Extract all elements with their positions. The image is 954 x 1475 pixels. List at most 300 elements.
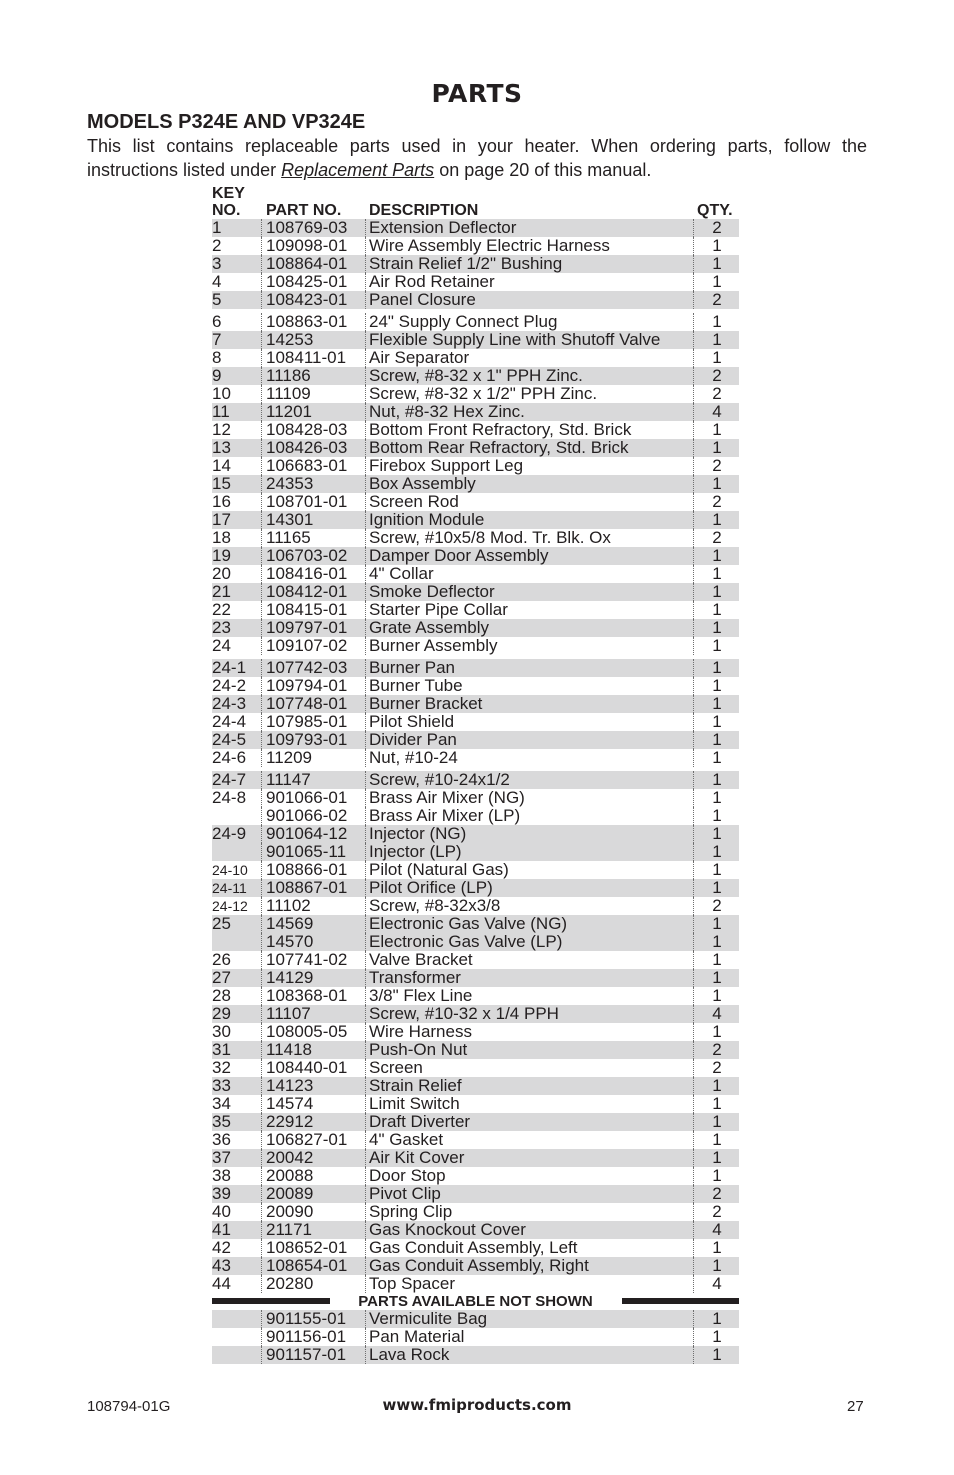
part-no-cell: 901066-01 [261, 789, 368, 807]
table-row [212, 897, 739, 915]
qty-cell: 1 [693, 825, 740, 843]
part-no-cell: 14574 [261, 1095, 368, 1113]
description-cell: Bottom Rear Refractory, Std. Brick [365, 439, 695, 457]
table-row [212, 291, 739, 309]
description-cell: Pan Material [365, 1328, 695, 1346]
divider-bar-right [622, 1298, 739, 1304]
table-row [212, 1077, 739, 1095]
table-row [212, 1239, 739, 1257]
qty-cell: 1 [693, 511, 740, 529]
qty-cell: 1 [693, 273, 740, 291]
qty-cell: 1 [693, 1167, 740, 1185]
description-cell: Screw, #8-32 x 1" PPH Zinc. [365, 367, 695, 385]
qty-cell: 1 [693, 547, 740, 565]
part-no-cell: 107742-03 [261, 659, 368, 677]
table-row [212, 969, 739, 987]
table-row [212, 1131, 739, 1149]
qty-cell: 1 [693, 1095, 740, 1113]
key-cell: 24-1 [212, 658, 247, 677]
qty-cell: 1 [693, 1257, 740, 1275]
description-cell: Screen [365, 1059, 695, 1077]
key-cell: 14 [212, 456, 231, 475]
doc-number: 108794-01G [87, 1398, 171, 1415]
description-cell: Box Assembly [365, 475, 695, 493]
qty-cell: 1 [693, 771, 740, 789]
part-no-cell: 107985-01 [261, 713, 368, 731]
key-cell: 24-12 [212, 898, 248, 914]
qty-cell: 2 [693, 493, 740, 511]
part-no-cell: 108867-01 [261, 879, 368, 897]
key-cell: 2 [212, 236, 222, 255]
key-cell: 24-4 [212, 712, 247, 731]
table-row [212, 1095, 739, 1113]
description-cell: 4" Collar [365, 565, 695, 583]
table-row [212, 1185, 739, 1203]
description-cell: Valve Bracket [365, 951, 695, 969]
part-no-cell: 14129 [261, 969, 368, 987]
part-no-cell: 11418 [261, 1041, 368, 1059]
part-no-cell: 107748-01 [261, 695, 368, 713]
part-no-cell: 22912 [261, 1113, 368, 1131]
key-cell: 5 [212, 290, 222, 309]
page-title: PARTS [431, 79, 523, 108]
qty-cell: 1 [693, 1131, 740, 1149]
description-cell: Air Kit Cover [365, 1149, 695, 1167]
description-cell: Burner Assembly [365, 637, 695, 655]
table-row [212, 273, 739, 291]
part-no-cell: 11147 [261, 771, 368, 789]
part-no-cell: 20089 [261, 1185, 368, 1203]
part-no-cell: 14569 [261, 915, 368, 933]
table-row [212, 1149, 739, 1167]
part-no-cell: 108769-03 [261, 219, 368, 237]
description-cell: Door Stop [365, 1167, 695, 1185]
key-cell: 40 [212, 1202, 231, 1221]
qty-cell: 1 [693, 637, 740, 655]
description-cell: Vermiculite Bag [365, 1310, 695, 1328]
qty-cell: 1 [693, 807, 740, 825]
key-cell: 41 [212, 1220, 231, 1239]
description-cell: Burner Tube [365, 677, 695, 695]
page-number: 27 [847, 1398, 864, 1415]
part-no-cell: 108428-03 [261, 421, 368, 439]
table-row [212, 1346, 739, 1364]
table-row [212, 731, 739, 749]
table-row [212, 659, 739, 677]
table-row [212, 677, 739, 695]
part-no-cell: 109793-01 [261, 731, 368, 749]
table-row [212, 1203, 739, 1221]
description-cell: Electronic Gas Valve (LP) [365, 933, 695, 951]
key-cell: 21 [212, 582, 231, 601]
qty-cell: 2 [693, 1041, 740, 1059]
key-cell: 24-2 [212, 676, 247, 695]
table-row [212, 601, 739, 619]
table-row [212, 1005, 739, 1023]
description-cell: Gas Knockout Cover [365, 1221, 695, 1239]
qty-cell: 1 [693, 439, 740, 457]
qty-cell: 1 [693, 475, 740, 493]
key-cell: 33 [212, 1076, 231, 1095]
table-row [212, 1023, 739, 1041]
key-cell: 7 [212, 330, 222, 349]
key-cell: 24 [212, 636, 231, 655]
qty-cell: 1 [693, 713, 740, 731]
description-cell: 24" Supply Connect Plug [365, 313, 695, 331]
qty-cell: 1 [693, 1310, 740, 1328]
table-row [212, 331, 739, 349]
description-cell: Limit Switch [365, 1095, 695, 1113]
key-cell: 28 [212, 986, 231, 1005]
description-cell: Burner Pan [365, 659, 695, 677]
qty-cell: 1 [693, 313, 740, 331]
description-cell: Pilot (Natural Gas) [365, 861, 695, 879]
table-row [212, 457, 739, 475]
key-cell: 24-8 [212, 788, 247, 807]
website-link[interactable]: www.fmiproducts.com [382, 1396, 572, 1414]
qty-cell: 2 [693, 1059, 740, 1077]
key-cell: 29 [212, 1004, 231, 1023]
part-no-cell: 901064-12 [261, 825, 368, 843]
key-cell: 19 [212, 546, 231, 565]
table-row [212, 951, 739, 969]
part-no-cell: 901066-02 [261, 807, 368, 825]
qty-cell: 4 [693, 1221, 740, 1239]
description-cell: Strain Relief 1/2" Bushing [365, 255, 695, 273]
part-no-cell: 20042 [261, 1149, 368, 1167]
table-row [212, 933, 739, 951]
part-no-cell: 108866-01 [261, 861, 368, 879]
qty-cell: 1 [693, 1149, 740, 1167]
qty-cell: 1 [693, 933, 740, 951]
description-cell: Gas Conduit Assembly, Left [365, 1239, 695, 1257]
key-cell: 20 [212, 564, 231, 583]
qty-cell: 4 [693, 1005, 740, 1023]
key-cell: 30 [212, 1022, 231, 1041]
key-cell: 15 [212, 474, 231, 493]
description-cell: Strain Relief [365, 1077, 695, 1095]
table-row [212, 843, 739, 861]
description-cell: Transformer [365, 969, 695, 987]
part-no-cell: 901065-11 [261, 843, 368, 861]
table-row [212, 637, 739, 655]
table-row [212, 619, 739, 637]
description-cell: Screw, #10-32 x 1/4 PPH [365, 1005, 695, 1023]
table-row [212, 825, 739, 843]
part-no-cell: 108416-01 [261, 565, 368, 583]
key-cell: 10 [212, 384, 231, 403]
table-row [212, 987, 739, 1005]
table-row [212, 529, 739, 547]
description-cell: Push-On Nut [365, 1041, 695, 1059]
description-cell: 3/8" Flex Line [365, 987, 695, 1005]
part-no-cell: 11165 [261, 529, 368, 547]
description-cell: Extension Deflector [365, 219, 695, 237]
description-cell: Injector (NG) [365, 825, 695, 843]
description-cell: Air Rod Retainer [365, 273, 695, 291]
qty-cell: 1 [693, 1346, 740, 1364]
key-cell: 6 [212, 312, 222, 331]
header-key-no: KEY NO. [212, 185, 245, 219]
description-cell: Grate Assembly [365, 619, 695, 637]
description-cell: Brass Air Mixer (LP) [365, 807, 695, 825]
key-cell: 23 [212, 618, 231, 637]
qty-cell: 1 [693, 915, 740, 933]
description-cell: Screw, #10x5/8 Mod. Tr. Blk. Ox [365, 529, 695, 547]
qty-cell: 1 [693, 565, 740, 583]
description-cell: Panel Closure [365, 291, 695, 309]
qty-cell: 2 [693, 385, 740, 403]
qty-cell: 1 [693, 237, 740, 255]
table-row [212, 439, 739, 457]
part-no-cell: 108005-05 [261, 1023, 368, 1041]
part-no-cell: 107741-02 [261, 951, 368, 969]
table-row [212, 421, 739, 439]
key-cell: 24-5 [212, 730, 247, 749]
table-row [212, 807, 739, 825]
part-no-cell: 106703-02 [261, 547, 368, 565]
key-cell: 35 [212, 1112, 231, 1131]
description-cell: Ignition Module [365, 511, 695, 529]
qty-cell: 1 [693, 583, 740, 601]
table-row [212, 879, 739, 897]
part-no-cell: 108652-01 [261, 1239, 368, 1257]
description-cell: 4" Gasket [365, 1131, 695, 1149]
part-no-cell: 108863-01 [261, 313, 368, 331]
part-no-cell: 901157-01 [261, 1346, 368, 1364]
qty-cell: 2 [693, 897, 740, 915]
models-heading: MODELS P324E AND VP324E [87, 111, 366, 133]
description-cell: Spring Clip [365, 1203, 695, 1221]
not-shown-body [212, 1310, 739, 1364]
key-cell: 12 [212, 420, 231, 439]
description-cell: Screw, #8-32 x 1/2" PPH Zinc. [365, 385, 695, 403]
key-cell: 16 [212, 492, 231, 511]
table-row [212, 313, 739, 331]
qty-cell: 2 [693, 529, 740, 547]
description-cell: Draft Diverter [365, 1113, 695, 1131]
qty-cell: 1 [693, 879, 740, 897]
description-cell: Nut, #10-24 [365, 749, 695, 767]
qty-cell: 1 [693, 601, 740, 619]
qty-cell: 1 [693, 695, 740, 713]
part-no-cell: 24353 [261, 475, 368, 493]
description-cell: Lava Rock [365, 1346, 695, 1364]
part-no-cell: 11109 [261, 385, 368, 403]
description-cell: Brass Air Mixer (NG) [365, 789, 695, 807]
part-no-cell: 106683-01 [261, 457, 368, 475]
description-cell: Starter Pipe Collar [365, 601, 695, 619]
qty-cell: 2 [693, 1185, 740, 1203]
qty-cell: 1 [693, 749, 740, 767]
qty-cell: 2 [693, 219, 740, 237]
table-row [212, 695, 739, 713]
description-cell: Air Separator [365, 349, 695, 367]
part-no-cell: 109098-01 [261, 237, 368, 255]
qty-cell: 2 [693, 457, 740, 475]
key-cell: 24-7 [212, 770, 247, 789]
qty-cell: 1 [693, 1113, 740, 1131]
qty-cell: 4 [693, 403, 740, 421]
qty-cell: 1 [693, 1023, 740, 1041]
key-cell: 36 [212, 1130, 231, 1149]
key-cell: 31 [212, 1040, 231, 1059]
key-cell: 13 [212, 438, 231, 457]
description-cell: Bottom Front Refractory, Std. Brick [365, 421, 695, 439]
replacement-parts-link[interactable]: Replacement Parts [281, 160, 435, 180]
table-row [212, 511, 739, 529]
table-row [212, 915, 739, 933]
part-no-cell: 20090 [261, 1203, 368, 1221]
qty-cell: 2 [693, 1203, 740, 1221]
part-no-cell: 21171 [261, 1221, 368, 1239]
part-no-cell: 14123 [261, 1077, 368, 1095]
description-cell: Screw, #8-32x3/8 [365, 897, 695, 915]
part-no-cell: 108368-01 [261, 987, 368, 1005]
key-cell: 26 [212, 950, 231, 969]
qty-cell: 1 [693, 349, 740, 367]
key-cell: 24-6 [212, 748, 247, 767]
key-cell: 38 [212, 1166, 231, 1185]
table-row [212, 1328, 739, 1346]
part-no-cell: 108423-01 [261, 291, 368, 309]
qty-cell: 1 [693, 731, 740, 749]
table-row [212, 1310, 739, 1328]
table-row [212, 475, 739, 493]
parts-table [212, 182, 739, 1364]
header-description: DESCRIPTION [369, 202, 479, 219]
key-cell: 24-9 [212, 824, 247, 843]
description-cell: Flexible Supply Line with Shutoff Valve [365, 331, 695, 349]
table-row [212, 1113, 739, 1131]
qty-cell: 1 [693, 951, 740, 969]
key-cell: 22 [212, 600, 231, 619]
part-no-cell: 11107 [261, 1005, 368, 1023]
part-no-cell: 14301 [261, 511, 368, 529]
header-qty: QTY. [697, 202, 733, 219]
description-cell: Gas Conduit Assembly, Right [365, 1257, 695, 1275]
table-row [212, 771, 739, 789]
key-cell: 18 [212, 528, 231, 547]
key-cell: 44 [212, 1274, 231, 1293]
qty-cell: 1 [693, 1328, 740, 1346]
part-no-cell: 108425-01 [261, 273, 368, 291]
key-cell: 32 [212, 1058, 231, 1077]
qty-cell: 2 [693, 291, 740, 309]
table-row [212, 749, 739, 767]
header-part-no: PART NO. [266, 202, 342, 219]
not-shown-divider [212, 1293, 739, 1310]
description-cell: Injector (LP) [365, 843, 695, 861]
key-cell: 43 [212, 1256, 231, 1275]
part-no-cell: 108411-01 [261, 349, 368, 367]
part-no-cell: 14253 [261, 331, 368, 349]
description-cell: Top Spacer [365, 1275, 695, 1293]
part-no-cell: 20088 [261, 1167, 368, 1185]
part-no-cell: 108654-01 [261, 1257, 368, 1275]
part-no-cell: 11186 [261, 367, 368, 385]
description-cell: Pilot Orifice (LP) [365, 879, 695, 897]
part-no-cell: 108415-01 [261, 601, 368, 619]
description-cell: Divider Pan [365, 731, 695, 749]
qty-cell: 1 [693, 421, 740, 439]
part-no-cell: 20280 [261, 1275, 368, 1293]
key-cell: 24-3 [212, 694, 247, 713]
description-cell: Electronic Gas Valve (NG) [365, 915, 695, 933]
part-no-cell: 108440-01 [261, 1059, 368, 1077]
table-row [212, 349, 739, 367]
part-no-cell: 901156-01 [261, 1328, 368, 1346]
description-cell: Pilot Shield [365, 713, 695, 731]
table-row [212, 1257, 739, 1275]
qty-cell: 1 [693, 619, 740, 637]
key-cell: 25 [212, 914, 231, 933]
table-row [212, 367, 739, 385]
table-row [212, 583, 739, 601]
key-cell: 37 [212, 1148, 231, 1167]
part-no-cell: 108426-03 [261, 439, 368, 457]
part-no-cell: 108412-01 [261, 583, 368, 601]
qty-cell: 1 [693, 1239, 740, 1257]
table-row [212, 789, 739, 807]
part-no-cell: 11201 [261, 403, 368, 421]
part-no-cell: 108864-01 [261, 255, 368, 273]
intro-paragraph [87, 134, 867, 182]
table-row [212, 861, 739, 879]
key-cell: 1 [212, 218, 222, 237]
table-row [212, 1041, 739, 1059]
table-row [212, 219, 739, 237]
part-no-cell: 106827-01 [261, 1131, 368, 1149]
table-row [212, 1059, 739, 1077]
key-cell: 24-11 [212, 880, 247, 896]
description-cell: Firebox Support Leg [365, 457, 695, 475]
qty-cell: 1 [693, 987, 740, 1005]
description-cell: Nut, #8-32 Hex Zinc. [365, 403, 695, 421]
description-cell: Wire Assembly Electric Harness [365, 237, 695, 255]
not-shown-label: PARTS AVAILABLE NOT SHOWN [358, 1293, 593, 1310]
key-cell: 9 [212, 366, 222, 385]
description-cell: Screen Rod [365, 493, 695, 511]
qty-cell: 1 [693, 331, 740, 349]
key-cell: 42 [212, 1238, 231, 1257]
table-row [212, 547, 739, 565]
table-row [212, 403, 739, 421]
table-row [212, 385, 739, 403]
qty-cell: 2 [693, 367, 740, 385]
key-cell: 24-10 [212, 862, 248, 878]
table-row [212, 713, 739, 731]
description-cell: Wire Harness [365, 1023, 695, 1041]
intro-text-after: on page 20 of this manual. [434, 160, 652, 180]
description-cell: Burner Bracket [365, 695, 695, 713]
part-no-cell: 11102 [261, 897, 368, 915]
table-row [212, 1167, 739, 1185]
description-cell: Damper Door Assembly [365, 547, 695, 565]
table-row [212, 1275, 739, 1293]
qty-cell: 1 [693, 969, 740, 987]
key-cell: 8 [212, 348, 222, 367]
part-no-cell: 109794-01 [261, 677, 368, 695]
table-header [212, 182, 739, 219]
table-row [212, 255, 739, 273]
description-cell: Screw, #10-24x1/2 [365, 771, 695, 789]
table-row [212, 565, 739, 583]
intro-text-before: This list contains replaceable parts used in your heater. When ordering parts, follow the instructions listed under [87, 136, 867, 180]
part-no-cell: 109107-02 [261, 637, 368, 655]
part-no-cell: 11209 [261, 749, 368, 767]
qty-cell: 1 [693, 789, 740, 807]
